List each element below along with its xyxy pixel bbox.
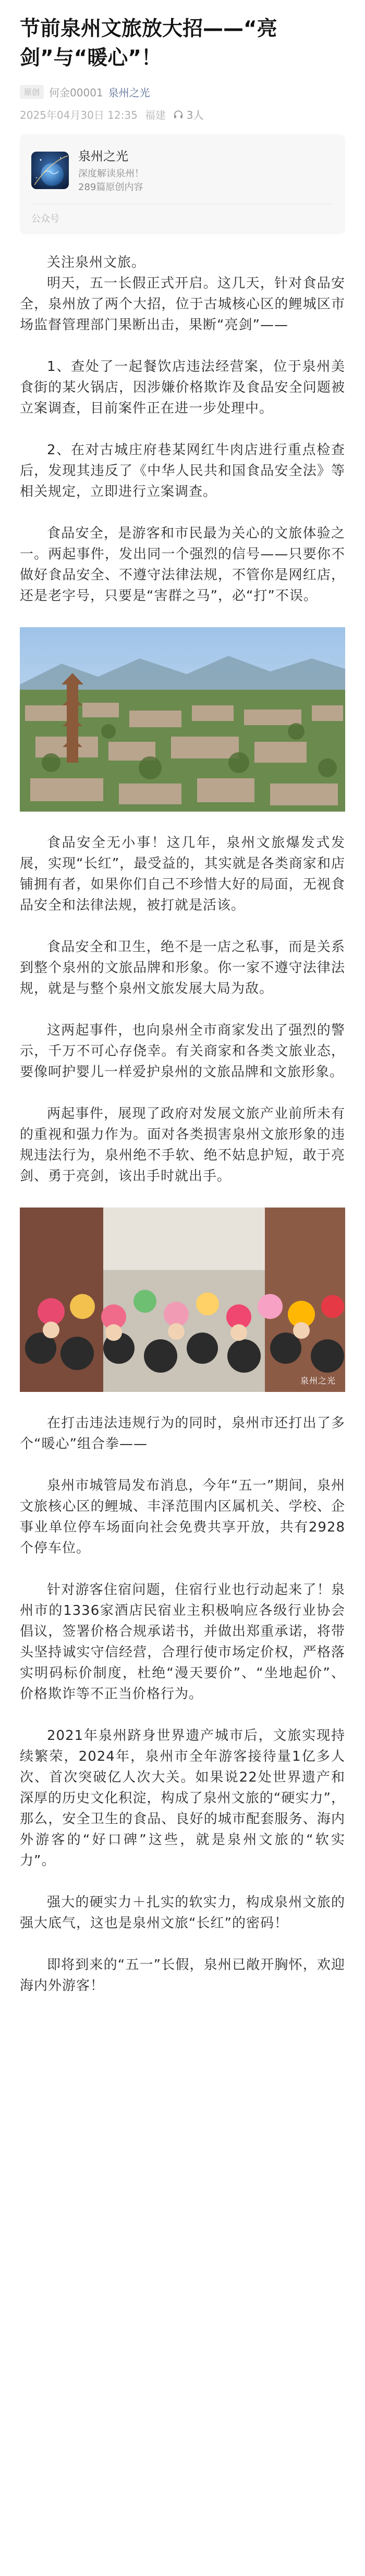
author-name[interactable]: 何金00001 [49,86,103,99]
paragraph: 在打击违法违规行为的同时，泉州市还打出了多个“暖心”组合拳—— [20,1415,345,1452]
paragraph: 食品安全无小事！这几年，泉州文旅爆发式发展，实现“长红”，最受益的，其实就是各类商家和店铺拥有者，如果你们自己不珍惜大好的局面，无视食品安全和法律法规，被打就是活该。 [20,835,345,913]
city-aerial-photo [20,627,345,812]
crowd-street-photo [20,1208,345,1392]
paragraph: 强大的硬实力＋扎实的软实力，构成泉州文旅的强大底气，这也是泉州文旅“长红”的密码！ [20,1895,345,1931]
paragraph: 这两起事件，也向泉州全市商家发出了强烈的警示，千万不可心存侥幸。有关商家和各类文旅业态，要像呵护婴儿一样爱护泉州的文旅品牌和文旅形象。 [20,1023,345,1080]
paragraph: 2、在对古城庄府巷某网红牛肉店进行重点检查后，发现其违反了《中华人民共和国食品安全法》等相关规定，立即进行立案调查。 [20,442,345,500]
publish-date: 2025年04月30日 12:35 [20,109,138,121]
account-avatar [31,152,69,189]
paragraph: 两起事件，展现了政府对发展文旅产业前所未有的重视和强力作为。面对各类损害泉州文旅形象的违规违法行为，泉州绝不手软、绝不姑息护短，敢于亮剑、勇于亮剑，该出手时就出手。 [20,1106,345,1184]
paragraph: 即将到来的“五一”长假，泉州已敞开胸怀，欢迎海内外游客！ [20,1957,345,1994]
account-info [78,146,144,194]
account-type-label: 公众号 [31,214,59,225]
paragraph: 2021年泉州跻身世界遗产城市后，文旅实现持续繁荣，2024年，泉州市全年游客接待量1亿多人次、首次突破亿人次大关。如果说22处世界遗产和深厚的历史文化积淀，构成了泉州文旅的“硬实力”，那么，安全卫生的食品、良好的城市配套服务、海内外游客的“好口碑”这些，就是泉州文旅的“软实力”。 [20,1728,345,1869]
paragraph: 食品安全和卫生，绝不是一店之私事，而是关系到整个泉州的文旅品牌和形象。你一家不遵守法律法规，就是与整个泉州文旅发展大局为敌。 [20,939,345,997]
listen-count: 3人 [186,109,204,121]
article-title: 节前泉州文旅放大招——“亮剑”与“暖心”！ [20,17,277,70]
paragraph: 针对游客住宿问题，住宿行业也行动起来了！泉州市的1336家酒店民宿业主积极响应各级行业协会倡议，签署价格合规承诺书，并做出郑重承诺，将带头坚持诚实守信经营，合理行使市场定价权，严格落实明码标价制度，杜绝“漫天要价”、“坐地起价”、价格欺诈等不正当价格行为。 [20,1582,345,1702]
paragraph: 明天，五一长假正式开启。这几天，针对食品安全，泉州放了两个大招，位于古城核心区的鲤城区市场监督管理部门果断出击，果断“亮剑”—— [20,276,345,333]
paragraph: 关注泉州文旅。 [47,255,146,270]
account-card[interactable] [20,134,345,234]
article-meta [20,84,345,99]
source-account-link[interactable]: 泉州之光 [108,86,150,99]
account-name: 泉州之光 [78,149,128,164]
account-card-header [31,146,334,204]
globe-space-logo [31,152,69,189]
paragraph: 食品安全，是游客和市民最为关心的文旅体验之一。两起事件，发出同一个强烈的信号——只要你不做好食品安全、不遵守法律法规，不管你是网红店，还是老字号，只要是“害群之马”，必“打”不误。 [20,526,345,604]
original-badge: 原创 [20,85,44,99]
image-watermark: 泉州之光 [300,1376,336,1386]
listen-button[interactable] [173,107,204,122]
publish-location: 福建 [144,109,166,121]
account-description: 深度解读泉州！ [78,168,144,179]
paragraph: 1、查处了一起餐饮店违法经营案，位于泉州美食街的某火锅店，因涉嫌价格欺诈及食品安全问题被立案调查，目前案件正在进一步处理中。 [20,359,345,416]
article-body [20,252,345,1996]
article-meta-second [20,107,345,122]
headphones-icon [173,109,184,120]
paragraph: 泉州市城管局发布消息，今年“五一”期间，泉州文旅核心区的鲤城、丰泽范围内区属机关、学校、企事业单位停车场面向社会免费共享开放，共有2928个停车位。 [20,1478,345,1556]
account-article-count: 289篇原创内容 [78,182,143,193]
